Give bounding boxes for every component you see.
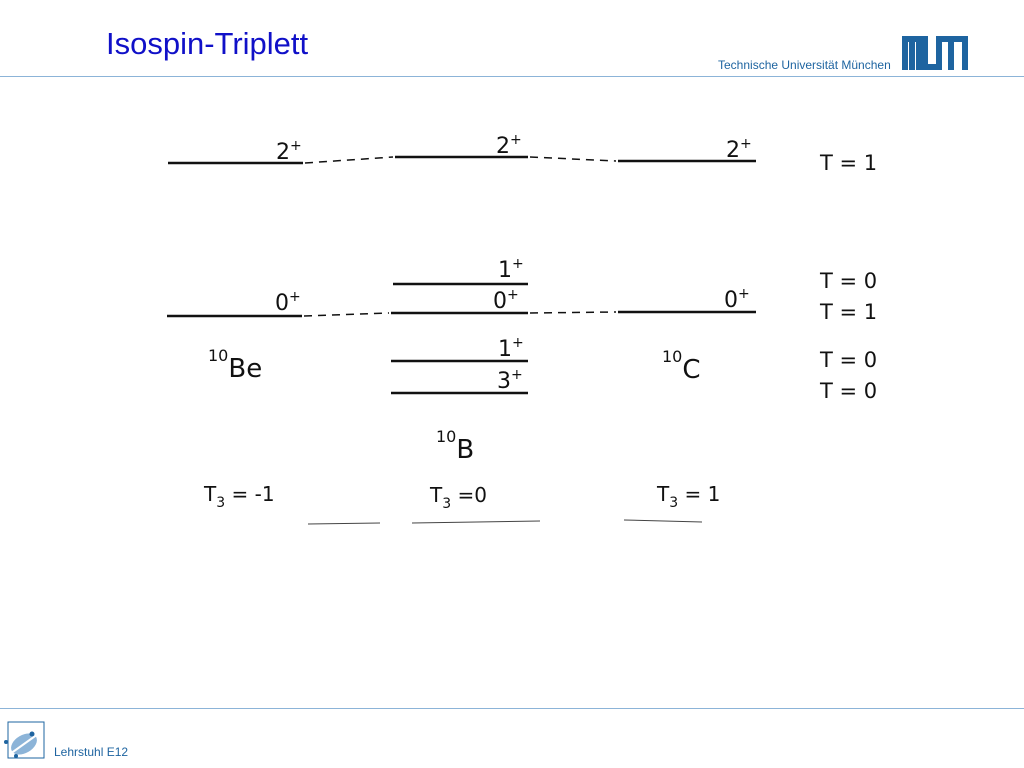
t3-label-b: $T_3 =0$ [430, 483, 487, 512]
label-be-0plus: 0+ [275, 289, 301, 316]
connector-2plus-right [530, 157, 616, 161]
connector-0plus-right [530, 312, 616, 313]
isospin-label-b-3plus: T = 0 [820, 379, 878, 403]
nucleus-be: 10Be [208, 346, 263, 384]
isospin-label-2plus: T = 1 [820, 151, 878, 175]
baseline-mark-b [412, 521, 540, 523]
connector-2plus-left [305, 157, 393, 163]
nucleus-b: 10B [436, 427, 475, 465]
footer-divider [0, 708, 1024, 709]
university-name: Technische Universität München [718, 58, 891, 72]
page-title: Isospin-Triplett [106, 26, 309, 61]
label-c-0plus: 0+ [724, 286, 750, 313]
nucleus-c: 10C [662, 347, 701, 385]
label-c-2plus: 2+ [726, 136, 752, 163]
baseline-mark-be [308, 523, 380, 524]
t3-label-be: $T_3 = -1$ [204, 482, 275, 511]
connector-0plus-left [304, 313, 389, 316]
baseline-mark-c [624, 520, 702, 522]
label-b-0plus: 0+ [493, 287, 519, 314]
label-b-1plus-upper: 1+ [498, 256, 524, 283]
label-b-3plus: 3+ [497, 367, 523, 394]
isospin-label-b-1plus-upper: T = 0 [820, 269, 878, 293]
label-b-1plus-lower: 1+ [498, 335, 524, 362]
label-be-2plus: 2+ [276, 138, 302, 165]
isospin-label-0plus: T = 1 [820, 300, 878, 324]
e12-logo-icon [2, 720, 46, 764]
isospin-label-b-1plus-lower: T = 0 [820, 348, 878, 372]
label-b-2plus: 2+ [496, 132, 522, 159]
footer-chair-label: Lehrstuhl E12 [54, 745, 129, 759]
t3-label-c: $T_3 = 1$ [657, 482, 721, 511]
